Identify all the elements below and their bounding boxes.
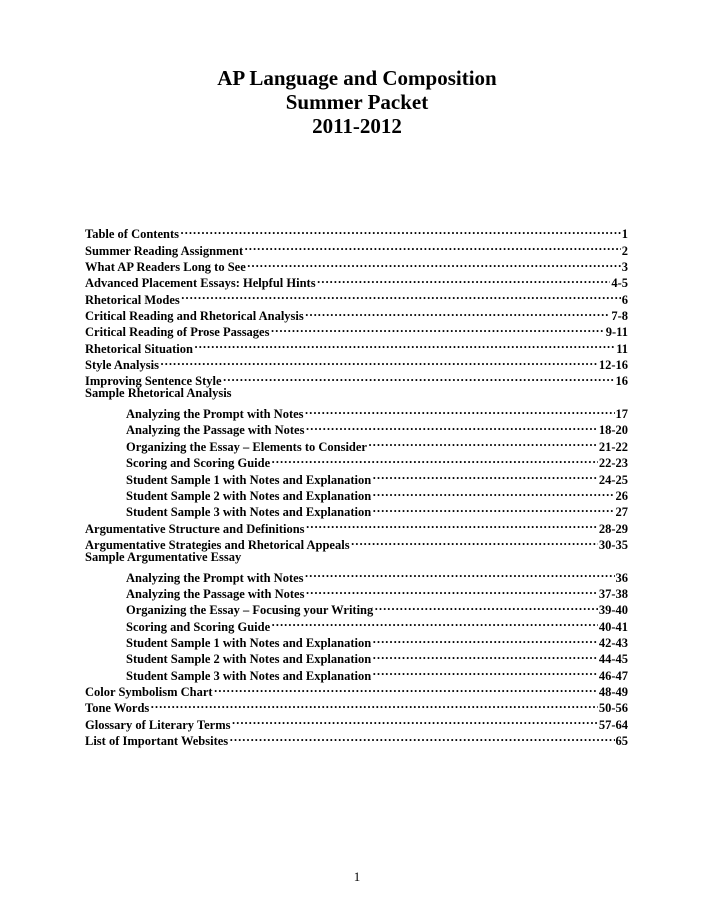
toc-entry-title: Student Sample 3 with Notes and Explanation bbox=[126, 668, 372, 683]
toc-subentry bbox=[85, 402, 628, 422]
toc-entry bbox=[85, 222, 628, 242]
toc-entry-page: 37-38 bbox=[598, 586, 628, 601]
toc-entry bbox=[85, 549, 628, 565]
toc-dot-leader bbox=[305, 565, 615, 581]
toc-entry bbox=[85, 385, 628, 401]
toc-entry-page: 57-64 bbox=[598, 717, 628, 732]
toc-dot-leader bbox=[271, 614, 598, 630]
toc-entry-page: 1 bbox=[621, 227, 628, 242]
toc-entry-title: Argumentative Structure and Definitions bbox=[85, 521, 305, 536]
toc-entry-page: 30-35 bbox=[598, 537, 628, 552]
toc-entry-page: 6 bbox=[621, 292, 628, 307]
toc-entry-title: Student Sample 1 with Notes and Explanation bbox=[126, 635, 372, 650]
toc-entry-title: Argumentative Strategies and Rhetorical Appeals bbox=[85, 537, 350, 552]
toc-entry-page: 17 bbox=[615, 407, 628, 422]
toc-dot-leader bbox=[372, 631, 598, 647]
toc-entry-title: Rhetorical Modes bbox=[85, 292, 180, 307]
toc-dot-leader bbox=[231, 712, 597, 728]
toc-entry-title: Student Sample 2 with Notes and Explanation bbox=[126, 488, 372, 503]
toc-entry-title: Style Analysis bbox=[85, 358, 159, 373]
toc-dot-leader bbox=[317, 271, 611, 287]
toc-entry-title: Scoring and Scoring Guide bbox=[126, 619, 271, 634]
toc-entry-page: 2 bbox=[621, 243, 628, 258]
toc-dot-leader bbox=[223, 369, 615, 385]
toc-entry-title: Sample Rhetorical Analysis bbox=[85, 386, 232, 401]
toc-dot-leader bbox=[372, 467, 598, 483]
toc-dot-leader bbox=[372, 484, 614, 500]
toc-entry-page: 65 bbox=[615, 734, 628, 748]
toc-entry-title: Table of Contents bbox=[85, 227, 179, 242]
toc-dot-leader bbox=[181, 287, 621, 303]
toc-entry-page: 36 bbox=[615, 570, 628, 585]
toc-dot-leader bbox=[180, 222, 621, 238]
toc-entry-page: 48-49 bbox=[598, 684, 628, 699]
toc-dot-leader bbox=[305, 418, 597, 434]
toc-entry-title: Advanced Placement Essays: Helpful Hints bbox=[85, 276, 316, 291]
toc-entry-page: 7-8 bbox=[611, 309, 628, 324]
title-line-3: 2011-2012 bbox=[312, 114, 402, 138]
title-line-2: Summer Packet bbox=[285, 90, 429, 114]
title-line-1: AP Language and Composition bbox=[217, 66, 497, 90]
toc-dot-leader bbox=[194, 336, 615, 352]
toc-dot-leader bbox=[368, 434, 598, 450]
toc-entry bbox=[85, 712, 628, 732]
toc-dot-leader bbox=[247, 255, 621, 271]
toc-entry-page: 40-41 bbox=[598, 619, 628, 634]
toc-entry-page: 12-16 bbox=[598, 358, 628, 373]
toc-entry-page: 26 bbox=[615, 488, 628, 503]
toc-entry-title: Summer Reading Assignment bbox=[85, 243, 244, 258]
toc-entry bbox=[85, 369, 628, 389]
toc-dot-leader bbox=[374, 598, 598, 614]
toc-dot-leader bbox=[372, 663, 598, 679]
toc-dot-leader bbox=[150, 696, 598, 712]
toc-dot-leader bbox=[229, 729, 614, 745]
document-title bbox=[0, 66, 714, 138]
toc-entry-page: 24-25 bbox=[598, 472, 628, 487]
toc-entry-title: Analyzing the Passage with Notes bbox=[126, 423, 305, 438]
toc-entry-title: Glossary of Literary Terms bbox=[85, 717, 231, 732]
toc-entry-title: Student Sample 3 with Notes and Explanation bbox=[126, 505, 372, 520]
toc-entry-page: 27 bbox=[615, 505, 628, 520]
toc-entry-page: 4-5 bbox=[611, 276, 628, 291]
toc-entry-page: 42-43 bbox=[598, 635, 628, 650]
toc-dot-leader bbox=[305, 304, 611, 320]
toc-entry-page: 50-56 bbox=[598, 701, 628, 716]
toc-entry-title: Scoring and Scoring Guide bbox=[126, 456, 271, 471]
toc-entry-title: Sample Argumentative Essay bbox=[85, 549, 242, 564]
toc-subentry bbox=[85, 565, 628, 585]
toc-entry-page: 46-47 bbox=[598, 668, 628, 683]
toc-entry-title: Analyzing the Prompt with Notes bbox=[126, 407, 304, 422]
toc-dot-leader bbox=[244, 238, 621, 254]
toc-entry-title: Analyzing the Prompt with Notes bbox=[126, 570, 304, 585]
toc-entry-title: Student Sample 1 with Notes and Explanation bbox=[126, 472, 372, 487]
toc-dot-leader bbox=[305, 402, 615, 418]
toc-entry-title: Color Symbolism Chart bbox=[85, 684, 213, 699]
toc-entry-page: 3 bbox=[621, 260, 628, 275]
toc-dot-leader bbox=[306, 516, 598, 532]
toc-entry-title: Student Sample 2 with Notes and Explanation bbox=[126, 652, 372, 667]
toc-entry-title: Critical Reading and Rhetorical Analysis bbox=[85, 309, 304, 324]
toc-entry-title: What AP Readers Long to See bbox=[85, 260, 246, 275]
toc-entry-page: 21-22 bbox=[598, 439, 628, 454]
toc-dot-leader bbox=[270, 320, 604, 336]
toc-entry-title: Rhetorical Situation bbox=[85, 341, 193, 356]
toc-entry bbox=[85, 696, 628, 716]
page-number: 1 bbox=[353, 869, 361, 884]
toc-entry-title: Organizing the Essay – Elements to Consider bbox=[126, 439, 367, 454]
toc-entry-page: 11 bbox=[616, 341, 628, 356]
toc-dot-leader bbox=[214, 680, 598, 696]
toc-entry-page: 18-20 bbox=[598, 423, 628, 438]
toc-dot-leader bbox=[271, 451, 598, 467]
toc-entry-page: 16 bbox=[615, 374, 628, 389]
toc-entry-page: 39-40 bbox=[598, 603, 628, 618]
toc-entry-page: 28-29 bbox=[598, 521, 628, 536]
toc-dot-leader bbox=[305, 582, 597, 598]
toc-entry-title: List of Important Websites bbox=[85, 734, 229, 748]
toc-dot-leader bbox=[160, 353, 598, 369]
toc-dot-leader bbox=[351, 533, 598, 549]
toc-dot-leader bbox=[372, 500, 614, 516]
toc-entry-title: Analyzing the Passage with Notes bbox=[126, 586, 305, 601]
toc-entry-page: 22-23 bbox=[598, 456, 628, 471]
toc-entry-title: Critical Reading of Prose Passages bbox=[85, 325, 270, 340]
toc-entry-page: 44-45 bbox=[598, 652, 628, 667]
toc-dot-leader bbox=[372, 647, 598, 663]
table-of-contents bbox=[85, 222, 628, 748]
toc-entry-title: Tone Words bbox=[85, 701, 150, 716]
toc-entry-page: 9-11 bbox=[605, 325, 628, 340]
toc-entry-title: Organizing the Essay – Focusing your Writing bbox=[126, 603, 374, 618]
toc-entry bbox=[85, 353, 628, 373]
toc-entry-title: Improving Sentence Style bbox=[85, 374, 222, 389]
